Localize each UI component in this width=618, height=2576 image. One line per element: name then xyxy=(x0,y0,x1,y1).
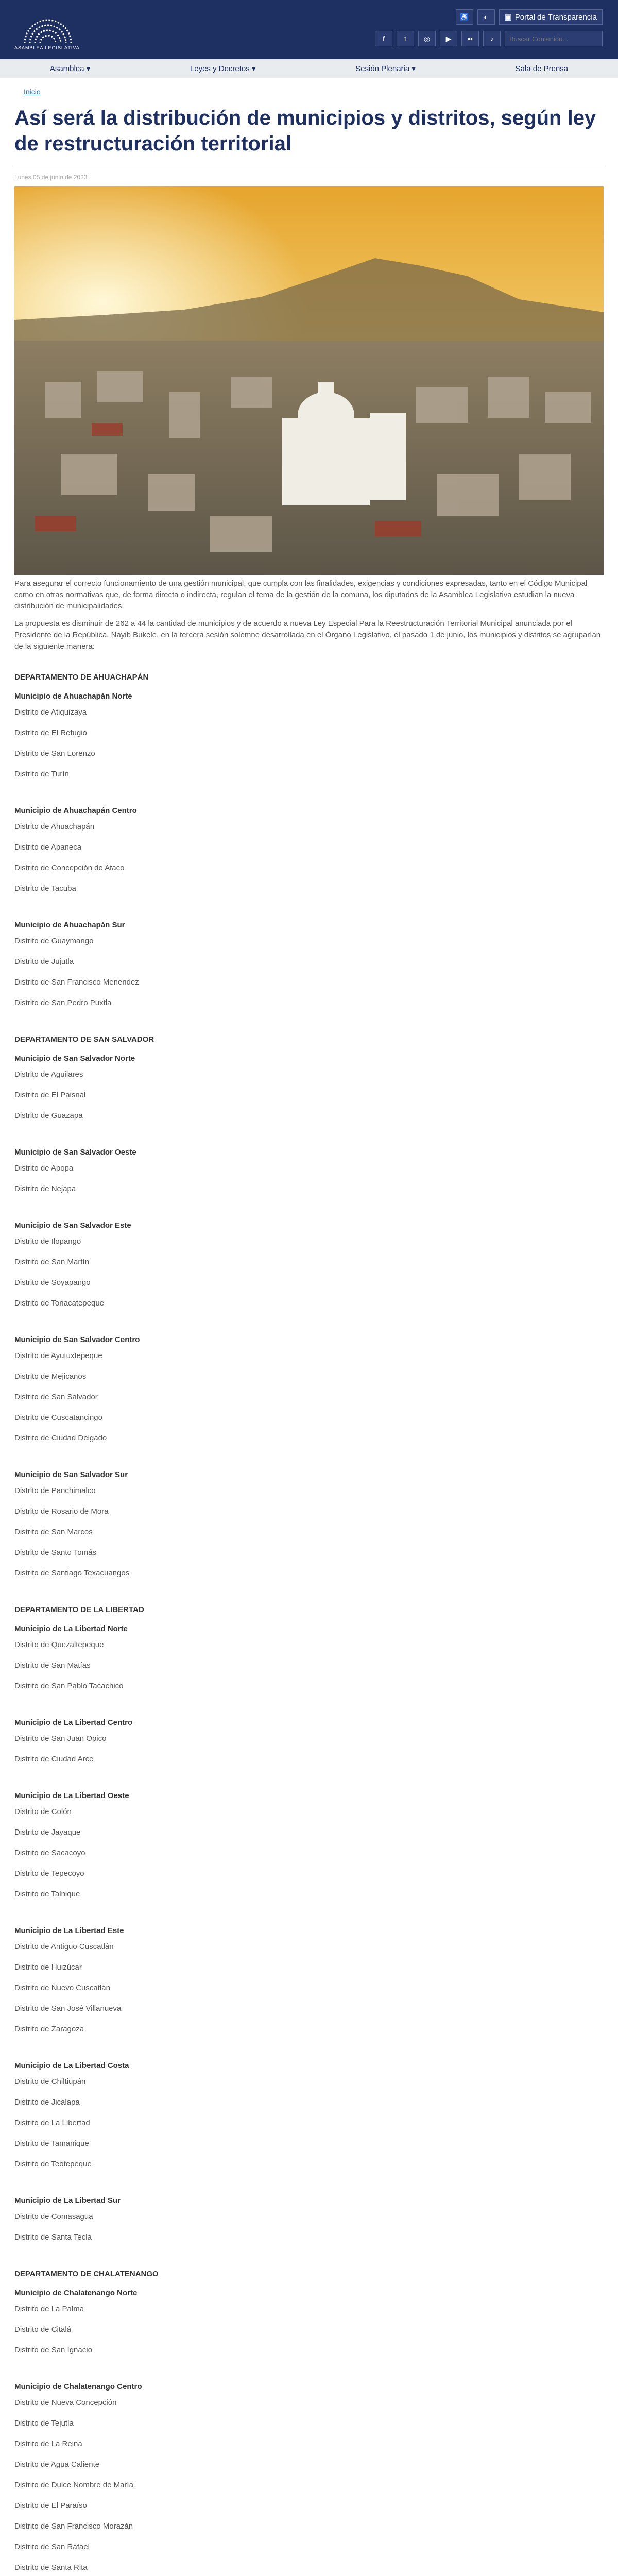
department-heading: DEPARTAMENTO DE SAN SALVADOR xyxy=(14,1035,154,1044)
district-item: Distrito de Soyapango xyxy=(14,1278,91,1287)
municipality-heading: Municipio de La Libertad Este xyxy=(14,1926,124,1935)
district-item: Distrito de Quezaltepeque xyxy=(14,1640,104,1649)
district-item: Distrito de San Pedro Puxtla xyxy=(14,998,112,1007)
district-item: Distrito de El Refugio xyxy=(14,728,87,737)
district-item: Distrito de Jayaque xyxy=(14,1828,81,1837)
district-item: Distrito de Ciudad Arce xyxy=(14,1755,94,1764)
municipality-heading: Municipio de San Salvador Sur xyxy=(14,1470,128,1479)
article-paragraph-2: La propuesta es disminuir de 262 a 44 la cantidad de municipios y de acuerdo a nueva Ley Especial Para la Reestructuración Territorial Municipal anunciada por el Presidente de la República, Nayib Bukele, en la tercera sesión solemne desarrollada en el Órgano Legislativo, el pasado 1 de junio, los municipios y distritos se agruparían de la siguiente manera: xyxy=(14,619,601,651)
district-item: Distrito de Mejicanos xyxy=(14,1372,87,1381)
district-item: Distrito de San Matías xyxy=(14,1661,91,1670)
municipality-heading: Municipio de La Libertad Oeste xyxy=(14,1791,129,1800)
municipality-heading: Municipio de Chalatenango Centro xyxy=(14,2382,142,2391)
search-input[interactable] xyxy=(505,31,603,46)
instagram-icon[interactable]: ◎ xyxy=(418,31,436,46)
district-item: Distrito de San Martín xyxy=(14,1258,90,1266)
district-item: Distrito de San Francisco Morazán xyxy=(14,2522,133,2531)
municipality-heading: Municipio de La Libertad Norte xyxy=(14,1624,128,1633)
municipality-heading: Municipio de Chalatenango Norte xyxy=(14,2289,138,2297)
logo-text: ASAMBLEA LEGISLATIVA xyxy=(14,45,80,50)
municipality-heading: Municipio de Ahuachapán Norte xyxy=(14,692,132,701)
portal-icon: ▣ xyxy=(504,13,512,22)
main-nav xyxy=(0,59,618,78)
district-item: Distrito de Tejutla xyxy=(14,2419,74,2428)
district-item: Distrito de Talnique xyxy=(14,1890,80,1899)
social-links xyxy=(375,31,603,46)
spacer xyxy=(14,2045,604,2061)
district-item: Distrito de Guaymango xyxy=(14,937,94,945)
district-item: Distrito de Concepción de Ataco xyxy=(14,863,125,872)
district-item: Distrito de Tonacatepeque xyxy=(14,1299,105,1308)
department-heading: DEPARTAMENTO DE LA LIBERTAD xyxy=(14,1605,144,1614)
district-item: Distrito de Santa Rita xyxy=(14,2563,88,2572)
district-item: Distrito de Tepecoyo xyxy=(14,1869,84,1878)
district-item: Distrito de El Paisnal xyxy=(14,1091,86,1099)
district-item: Distrito de San Marcos xyxy=(14,1528,93,1536)
contrast-icon[interactable]: ◐ xyxy=(477,9,495,25)
district-item: Distrito de Nuevo Cuscatlán xyxy=(14,1984,110,1992)
district-item: Distrito de Ilopango xyxy=(14,1237,81,1246)
district-item: Distrito de Tamanique xyxy=(14,2139,89,2148)
tiktok-icon[interactable]: ♪ xyxy=(483,31,501,46)
district-item: Distrito de Santiago Texacuangos xyxy=(14,1569,130,1578)
municipality-heading: Municipio de La Libertad Centro xyxy=(14,1718,133,1727)
department-heading: DEPARTAMENTO DE AHUACHAPÁN xyxy=(14,673,149,682)
district-item: Distrito de Santa Tecla xyxy=(14,2233,92,2242)
district-item: Distrito de Zaragoza xyxy=(14,2025,84,2033)
district-item: Distrito de La Reina xyxy=(14,2439,82,2448)
breadcrumb-home[interactable]: Inicio xyxy=(24,88,41,96)
district-item: Distrito de Ciudad Delgado xyxy=(14,1434,107,1443)
district-item: Distrito de Dulce Nombre de María xyxy=(14,2481,133,2489)
spacer xyxy=(14,2366,604,2382)
spacer xyxy=(14,905,604,921)
district-item: Distrito de San José Villanueva xyxy=(14,2004,122,2013)
district-item: Distrito de Tacuba xyxy=(14,884,76,893)
district-item: Distrito de Santo Tomás xyxy=(14,1548,96,1557)
district-item: Distrito de Antiguo Cuscatlán xyxy=(14,1942,114,1951)
spacer xyxy=(14,1702,604,1718)
district-item: Distrito de La Palma xyxy=(14,2304,84,2313)
district-item: Distrito de Guazapa xyxy=(14,1111,83,1120)
district-item: Distrito de San Juan Opico xyxy=(14,1734,107,1743)
municipality-heading: Municipio de San Salvador Oeste xyxy=(14,1148,136,1157)
district-item: Distrito de Colón xyxy=(14,1807,72,1816)
spacer xyxy=(14,1019,604,1035)
district-item: Distrito de Huizúcar xyxy=(14,1963,82,1972)
article-content xyxy=(0,88,618,2576)
spacer xyxy=(14,1132,604,1148)
district-item: Distrito de Jicalapa xyxy=(14,2098,80,2107)
district-item: Distrito de La Libertad xyxy=(14,2119,90,2127)
facebook-icon[interactable]: f xyxy=(375,31,392,46)
district-item: Distrito de Panchimalco xyxy=(14,1486,96,1495)
municipality-heading: Municipio de La Libertad Sur xyxy=(14,2196,121,2205)
spacer xyxy=(14,1589,604,1605)
transparency-portal-link[interactable] xyxy=(499,9,603,25)
district-item: Distrito de Atiquizaya xyxy=(14,708,87,717)
district-item: Distrito de Turín xyxy=(14,770,69,778)
district-item: Distrito de San Pablo Tacachico xyxy=(14,1682,124,1690)
spacer xyxy=(14,1205,604,1221)
district-item: Distrito de Apaneca xyxy=(14,843,82,852)
district-item: Distrito de El Paraíso xyxy=(14,2501,87,2510)
portal-label: Portal de Transparencia xyxy=(514,12,597,22)
accessibility-icon[interactable]: ♿ xyxy=(456,9,473,25)
municipality-heading: Municipio de San Salvador Centro xyxy=(14,1335,140,1344)
spacer xyxy=(14,790,604,806)
municipality-heading: Municipio de Ahuachapán Centro xyxy=(14,806,137,815)
district-item: Distrito de Sacacoyo xyxy=(14,1849,85,1857)
district-item: Distrito de Chiltiupán xyxy=(14,2077,86,2086)
district-item: Distrito de San Salvador xyxy=(14,1393,98,1401)
department-heading: DEPARTAMENTO DE CHALATENANGO xyxy=(14,2269,159,2278)
top-links xyxy=(456,9,603,25)
spacer xyxy=(14,1454,604,1470)
district-item: Distrito de Agua Caliente xyxy=(14,2460,100,2469)
district-item: Distrito de Comasagua xyxy=(14,2212,93,2221)
district-item: Distrito de Rosario de Mora xyxy=(14,1507,109,1516)
spacer xyxy=(14,1910,604,1926)
nav-asamblea[interactable]: Asamblea ▾ xyxy=(49,64,91,73)
district-item: Distrito de Citalá xyxy=(14,2325,72,2334)
article-title: Así será la distribución de municipios y distritos, según ley de restructuración territorial xyxy=(14,107,596,155)
article-paragraph-1: Para asegurar el correcto funcionamiento de una gestión municipal, que cumpla con las finalidades, exigencias y condiciones expresadas, tanto en el Código Municipal como en otras normativas que, de forma directa o indirecta, regulan el tema de la gestión de la comuna, los diputados de la Asamblea Legislativa estudian la nueva distribución de municipalidades. xyxy=(14,579,588,611)
hero-image xyxy=(14,186,604,575)
district-item: Distrito de Apopa xyxy=(14,1164,74,1173)
municipality-heading: Municipio de San Salvador Este xyxy=(14,1221,131,1230)
site-header xyxy=(0,0,618,59)
municipality-list xyxy=(14,673,604,2576)
district-item: Distrito de Aguilares xyxy=(14,1070,83,1079)
district-item: Distrito de Teotepeque xyxy=(14,2160,92,2168)
flickr-icon[interactable]: •• xyxy=(461,31,479,46)
nav-sala-prensa[interactable]: Sala de Prensa xyxy=(515,64,569,73)
spacer xyxy=(14,1319,604,1335)
district-item: Distrito de San Rafael xyxy=(14,2543,90,2551)
article-date: Lunes 05 de junio de 2023 xyxy=(14,174,88,181)
district-item: Distrito de San Lorenzo xyxy=(14,749,95,758)
municipality-heading: Municipio de La Libertad Costa xyxy=(14,2061,129,2070)
district-item: Distrito de Jujutla xyxy=(14,957,74,966)
district-item: Distrito de Cuscatancingo xyxy=(14,1413,102,1422)
spacer xyxy=(14,2253,604,2269)
district-item: Distrito de San Francisco Menendez xyxy=(14,978,139,987)
municipality-heading: Municipio de San Salvador Norte xyxy=(14,1054,135,1063)
municipality-heading: Municipio de Ahuachapán Sur xyxy=(14,921,125,929)
youtube-icon[interactable]: ▶ xyxy=(440,31,457,46)
district-item: Distrito de San Ignacio xyxy=(14,2346,92,2354)
spacer xyxy=(14,2180,604,2196)
district-item: Distrito de Nejapa xyxy=(14,1184,76,1193)
spacer xyxy=(14,1775,604,1791)
nav-leyes-decretos[interactable]: Leyes y Decretos ▾ xyxy=(190,64,256,73)
district-item: Distrito de Ahuachapán xyxy=(14,822,95,831)
district-item: Distrito de Nueva Concepción xyxy=(14,2398,117,2407)
district-item: Distrito de Ayutuxtepeque xyxy=(14,1351,102,1360)
nav-sesion-plenaria[interactable]: Sesión Plenaria ▾ xyxy=(355,64,416,73)
twitter-icon[interactable]: t xyxy=(397,31,414,46)
